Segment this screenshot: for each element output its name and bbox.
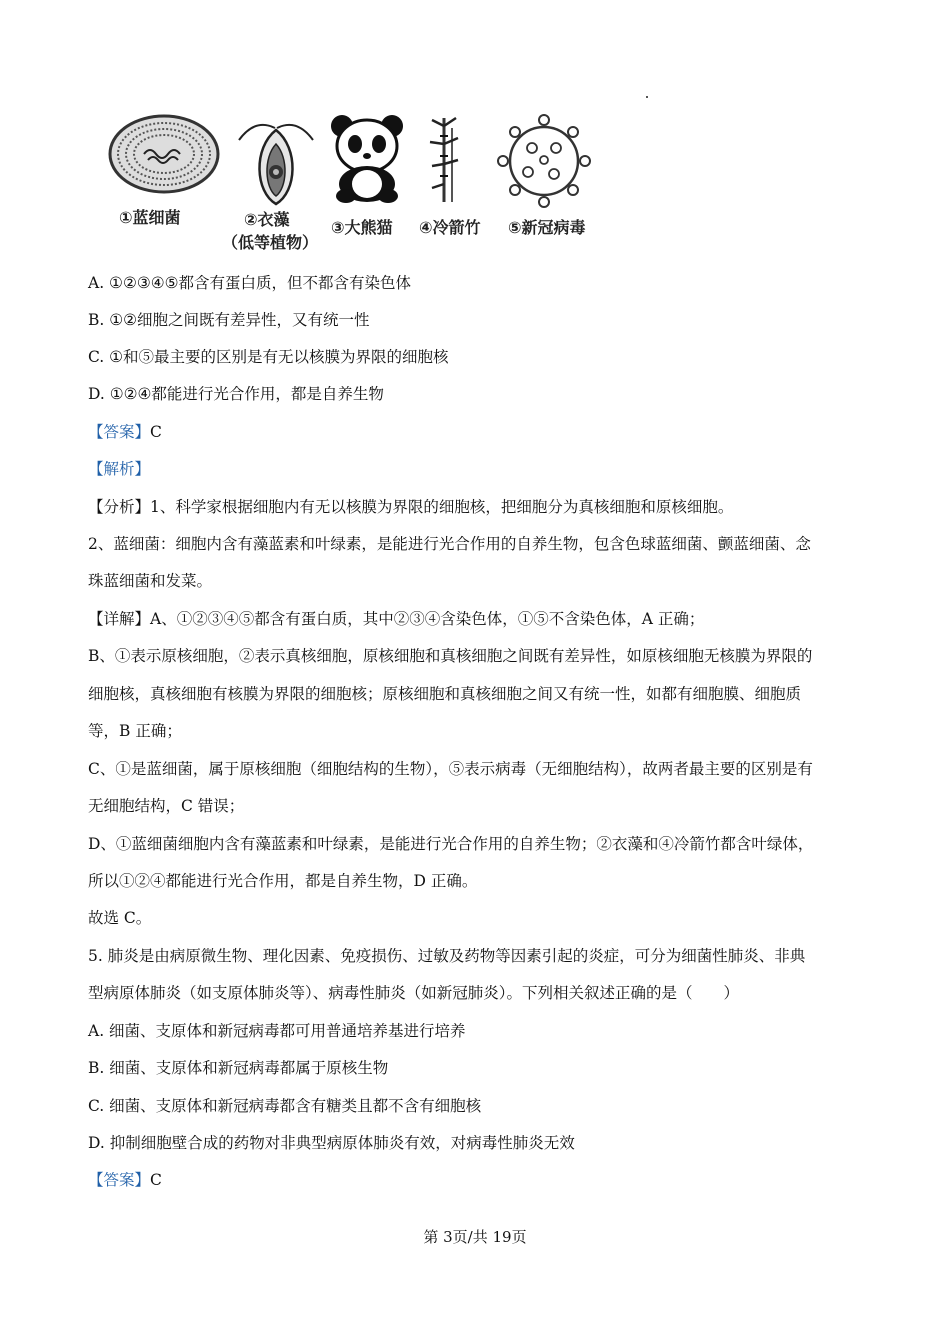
analysis-line: B、①表示原核细胞，②表示真核细胞，原核细胞和真核细胞之间既有差异性，如原核细胞无核膜为界限的 bbox=[88, 647, 813, 665]
analysis-line: 【分析】1、科学家根据细胞内有无以核膜为界限的细胞核，把细胞分为真核细胞和原核细胞。 bbox=[88, 498, 734, 516]
caption-coronavirus: ⑤新冠病毒 bbox=[508, 218, 586, 237]
q5-answer bbox=[88, 1170, 162, 1190]
q4-answer bbox=[88, 422, 162, 442]
chlamydomonas-illustration bbox=[235, 108, 317, 208]
analysis-line: 故选 C。 bbox=[88, 909, 152, 927]
cyanobacteria-illustration bbox=[108, 114, 220, 194]
q5-option-b: B. 细菌、支原体和新冠病毒都属于原核生物 bbox=[88, 1059, 389, 1077]
speck bbox=[646, 96, 648, 98]
analysis-line: C、①是蓝细菌，属于原核细胞（细胞结构的生物），⑤表示病毒（无细胞结构），故两者最主要的区别是有 bbox=[88, 760, 813, 778]
q4-option-d: D. ①②④都能进行光合作用，都是自养生物 bbox=[88, 385, 384, 403]
q5-option-d: D. 抑制细胞壁合成的药物对非典型病原体肺炎有效，对病毒性肺炎无效 bbox=[88, 1134, 575, 1152]
analysis-line: 细胞核，真核细胞有核膜为界限的细胞核；原核细胞和真核细胞之间又有统一性，如都有细胞膜、细胞质 bbox=[88, 685, 802, 703]
analysis-line: 无细胞结构，C 错误； bbox=[88, 797, 245, 815]
panda-illustration bbox=[328, 112, 406, 204]
caption-bamboo: ④冷箭竹 bbox=[419, 218, 481, 237]
answer-label: 【答案】 bbox=[88, 1171, 151, 1189]
q4-option-a: A. ①②③④⑤都含有蛋白质，但不都含有染色体 bbox=[88, 274, 412, 292]
answer-value: C bbox=[150, 1171, 162, 1189]
caption-low-plant: （低等植物） bbox=[222, 233, 319, 252]
caption-chlamydomonas: ②衣藻 bbox=[244, 210, 290, 229]
bamboo-illustration bbox=[426, 114, 466, 204]
q5-option-c: C. 细菌、支原体和新冠病毒都含有糖类且都不含有细胞核 bbox=[88, 1097, 482, 1115]
analysis-line: 2、蓝细菌：细胞内含有藻蓝素和叶绿素，是能进行光合作用的自养生物，包含色球蓝细菌、颤蓝细菌、念 bbox=[88, 535, 811, 553]
q4-analysis-label: 【解析】 bbox=[88, 460, 151, 478]
caption-panda: ③大熊猫 bbox=[331, 218, 393, 237]
caption-cyanobacteria: ①蓝细菌 bbox=[119, 208, 181, 227]
analysis-line: 所以①②④都能进行光合作用，都是自养生物，D 正确。 bbox=[88, 872, 478, 890]
coronavirus-illustration bbox=[492, 112, 596, 210]
analysis-line: 【详解】A、①②③④⑤都含有蛋白质，其中②③④含染色体，①⑤不含染色体，A 正确； bbox=[88, 610, 705, 628]
answer-label: 【答案】 bbox=[88, 423, 151, 441]
analysis-line: 等，B 正确； bbox=[88, 722, 182, 740]
analysis-line: 珠蓝细菌和发菜。 bbox=[88, 572, 213, 590]
q5-option-a: A. 细菌、支原体和新冠病毒都可用普通培养基进行培养 bbox=[88, 1022, 466, 1040]
q5-stem-line: 型病原体肺炎（如支原体肺炎等）、病毒性肺炎（如新冠肺炎）。下列相关叙述正确的是（ ） bbox=[88, 984, 740, 1002]
q4-option-b: B. ①②细胞之间既有差异性，又有统一性 bbox=[88, 311, 370, 329]
answer-value: C bbox=[150, 423, 162, 441]
q4-option-c: C. ①和⑤最主要的区别是有无以核膜为界限的细胞核 bbox=[88, 348, 449, 366]
q5-stem-line: 5. 肺炎是由病原微生物、理化因素、免疫损伤、过敏及药物等因素引起的炎症，可分为细菌性肺炎、非典 bbox=[88, 947, 806, 965]
page-footer: 第 3页/共 19页 bbox=[423, 1228, 527, 1246]
analysis-line: D、①蓝细菌细胞内含有藻蓝素和叶绿素，是能进行光合作用的自养生物；②衣藻和④冷箭竹都含叶绿体， bbox=[88, 835, 814, 853]
